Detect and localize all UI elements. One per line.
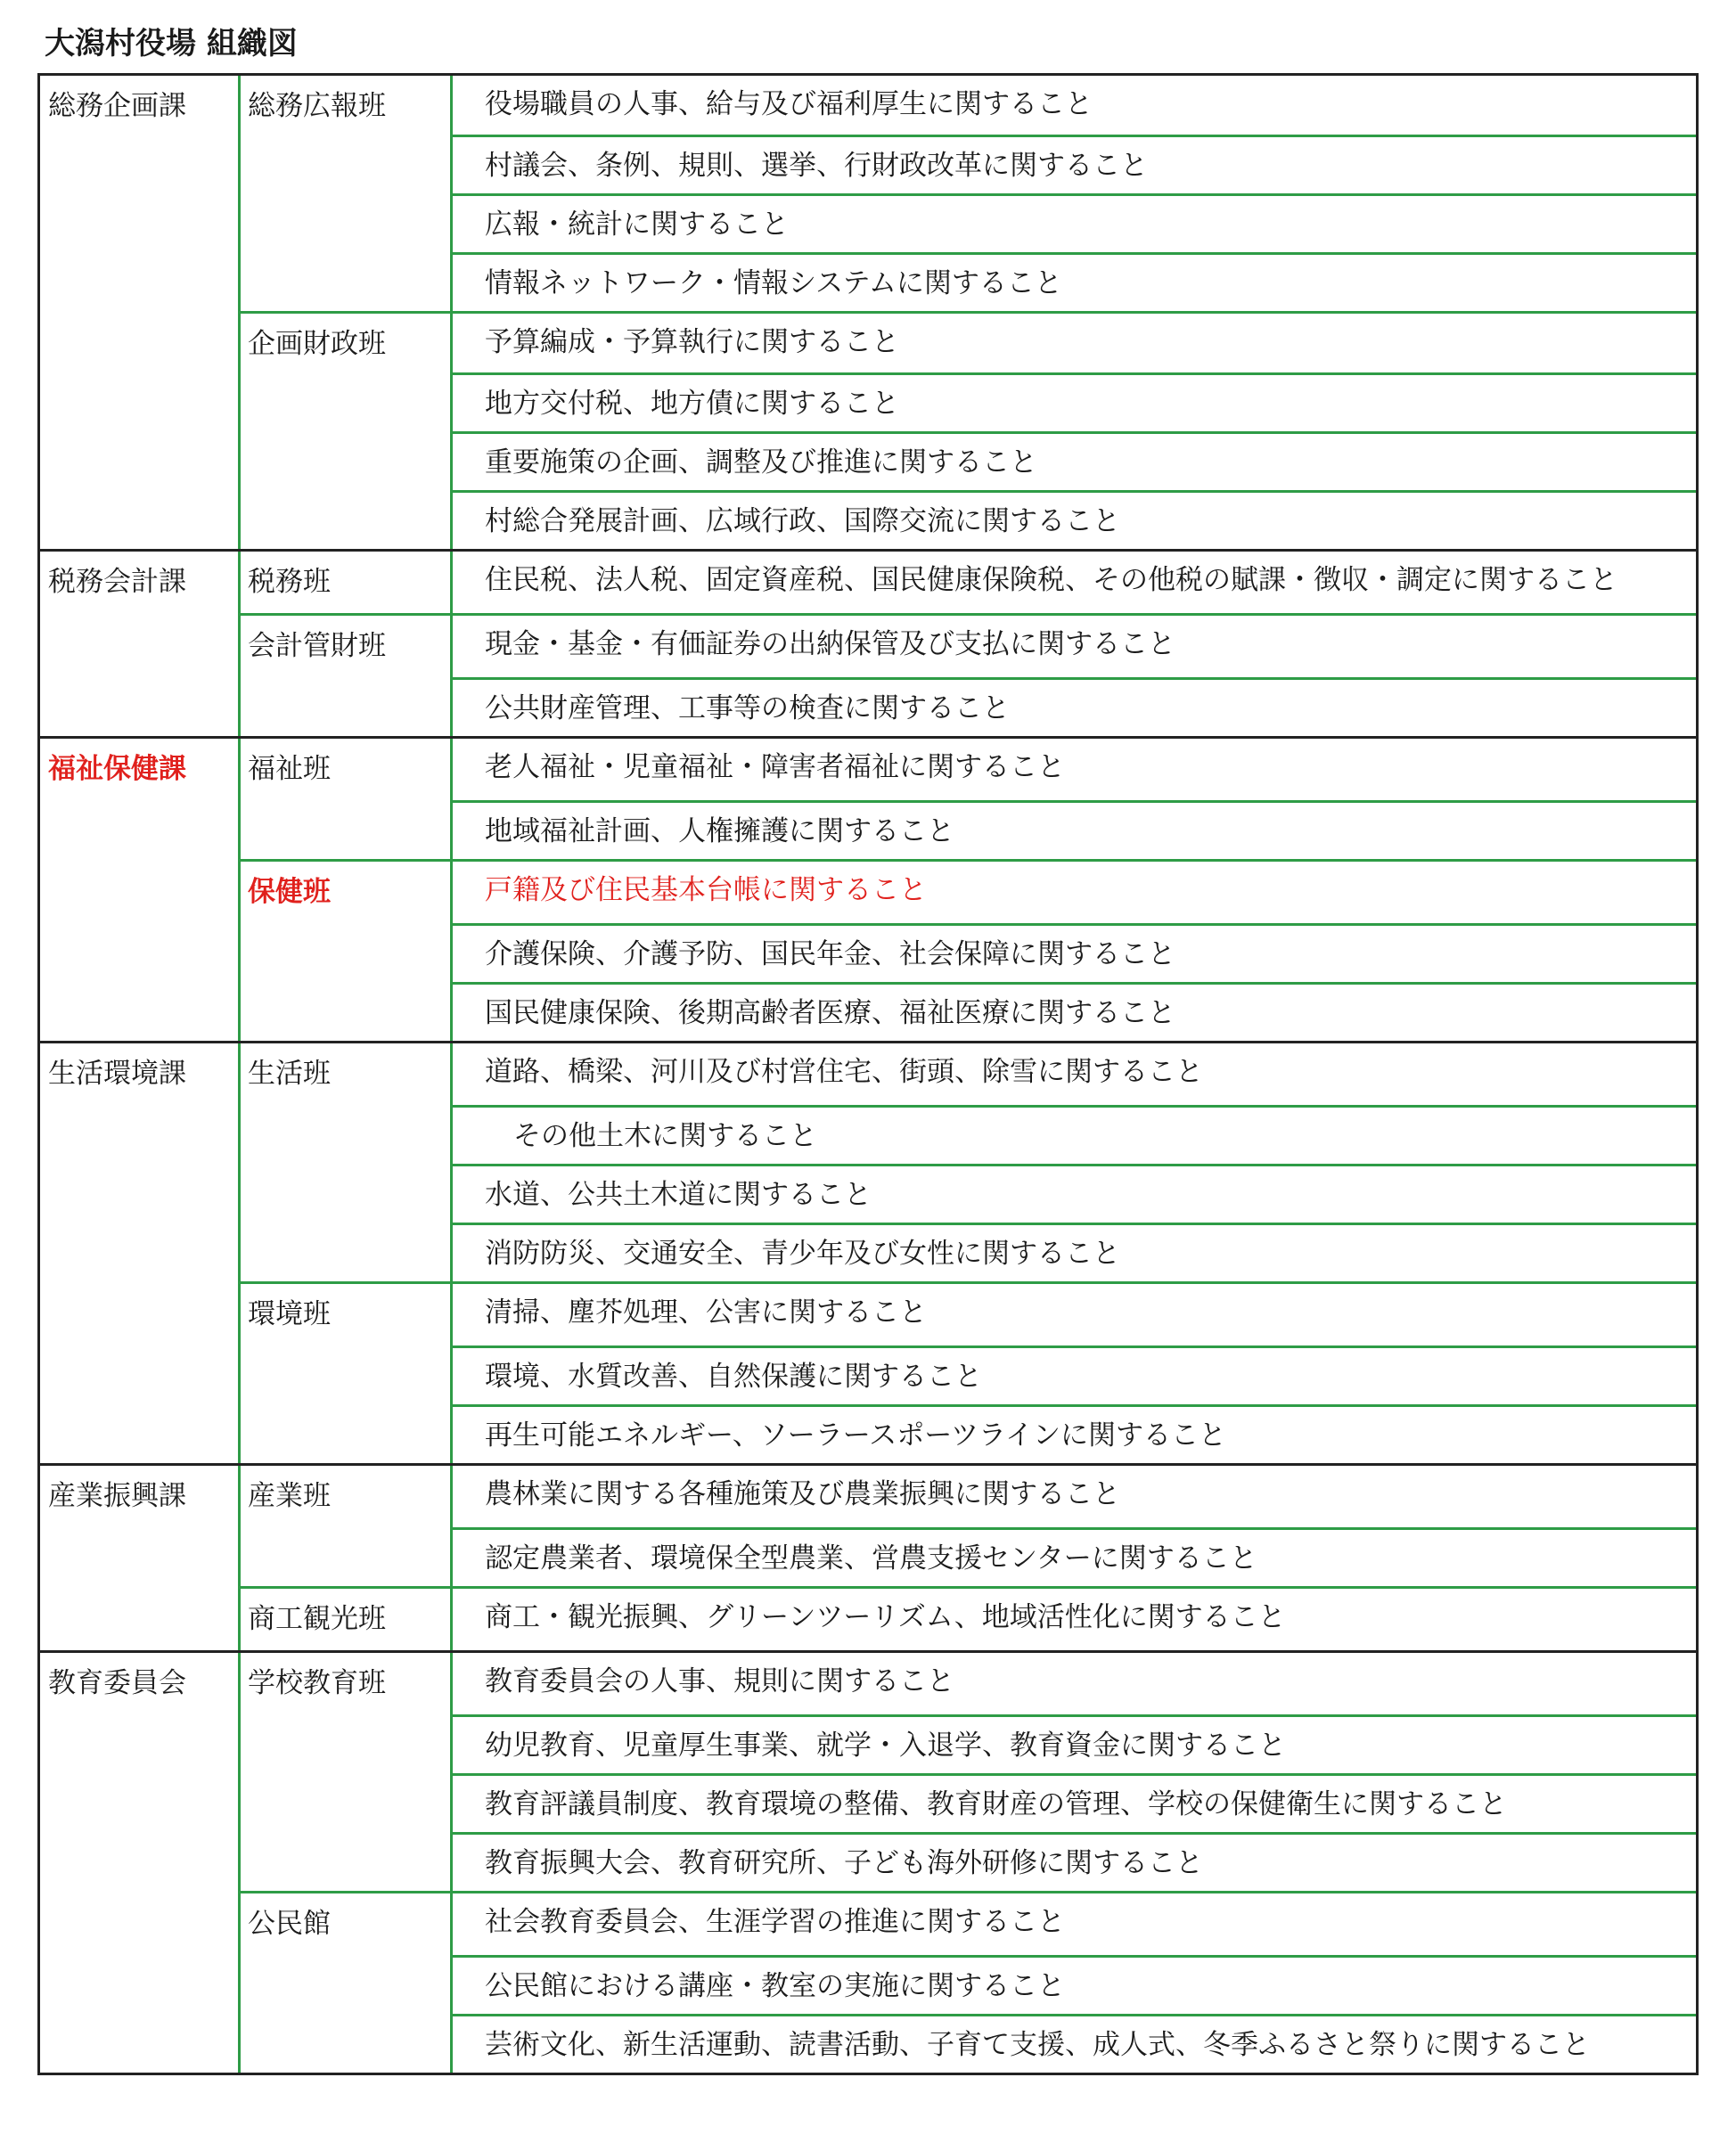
department-name: 税務会計課 [48,566,186,598]
duty-item: 地域福祉計画、人権擁護に関すること [453,800,1696,859]
duty-item: 老人福祉・児童福祉・障害者福祉に関すること [485,751,1065,783]
section-name: 税務班 [248,566,331,598]
section-name: 商工観光班 [248,1603,386,1635]
duty-item: 社会教育委員会、生涯学習の推進に関すること [485,1906,1065,1938]
duty-item: 村総合発展計画、広域行政、国際交流に関すること [453,490,1696,549]
duty-item: 商工・観光振興、グリーンツーリズム、地域活性化に関すること [485,1601,1286,1633]
duty-item: 教育評議員制度、教育環境の整備、教育財産の管理、学校の保健衛生に関すること [453,1773,1696,1832]
section-name: 企画財政班 [248,328,386,360]
duty-item: 公共財産管理、工事等の検査に関すること [453,677,1696,736]
duty-item: 環境、水質改善、自然保護に関すること [453,1345,1696,1404]
department-name: 生活環境課 [48,1058,186,1090]
section-name: 生活班 [248,1058,331,1090]
duty-item: 地方交付税、地方債に関すること [453,372,1696,431]
page-title: 大潟村役場 組織図 [45,26,298,61]
duty-item: 再生可能エネルギー、ソーラースポーツラインに関すること [453,1404,1696,1463]
duty-item: 住民税、法人税、固定資産税、国民健康保険税、その他税の賦課・徴収・調定に関すること [485,564,1617,596]
section-row [238,76,1696,311]
duty-item: 幼児教育、児童厚生事業、就学・入退学、教育資金に関すること [453,1714,1696,1773]
duty-item: その他土木に関すること [453,1105,1696,1164]
section-row [238,1586,1696,1650]
section-row [238,1466,1696,1586]
section-row [238,613,1696,736]
duty-item: 情報ネットワーク・情報システムに関すること [453,252,1696,311]
section-row [238,1653,1696,1891]
duty-item: 国民健康保険、後期高齢者医療、福祉医療に関すること [453,982,1696,1041]
section-name: 公民館 [248,1908,331,1940]
department-row [40,549,1696,736]
duty-item: 教育委員会の人事、規則に関すること [485,1665,954,1697]
duty-item: 清掃、塵芥処理、公害に関すること [485,1296,927,1329]
duty-item: 予算編成・予算執行に関すること [485,326,899,358]
duty-item: 村議会、条例、規則、選挙、行財政改革に関すること [453,135,1696,193]
section-row [238,1043,1696,1281]
department-row [40,736,1696,1041]
section-row [238,1891,1696,2073]
department-row [40,1650,1696,2073]
duty-item: 広報・統計に関すること [453,193,1696,252]
department-row [40,1041,1696,1463]
department-row [40,76,1696,549]
section-name: 産業班 [248,1480,331,1512]
org-chart-table [37,73,1699,2075]
section-name: 会計管財班 [248,630,386,662]
department-row [40,1463,1696,1650]
duty-item: 役場職員の人事、給与及び福利厚生に関すること [485,88,1093,120]
section-name: 総務広報班 [248,90,386,122]
duty-item: 介護保険、介護予防、国民年金、社会保障に関すること [453,923,1696,982]
duty-item: 現金・基金・有価証券の出納保管及び支払に関すること [485,628,1175,660]
department-name: 福祉保健課 [48,753,186,785]
section-name: 福祉班 [248,753,331,785]
department-name: 総務企画課 [48,90,186,122]
section-row [238,552,1696,613]
duty-item: 公民館における講座・教室の実施に関すること [453,1955,1696,2014]
duty-item: 認定農業者、環境保全型農業、営農支援センターに関すること [453,1527,1696,1586]
duty-item: 消防防災、交通安全、青少年及び女性に関すること [453,1223,1696,1281]
duty-item: 教育振興大会、教育研究所、子ども海外研修に関すること [453,1832,1696,1891]
section-name: 環境班 [248,1298,331,1330]
section-name: 学校教育班 [248,1667,386,1699]
department-name: 産業振興課 [48,1480,186,1512]
section-row [238,859,1696,1041]
section-row [238,1281,1696,1463]
duty-item: 重要施策の企画、調整及び推進に関すること [453,431,1696,490]
section-row [238,739,1696,859]
department-name: 教育委員会 [48,1667,186,1699]
duty-item: 水道、公共土木道に関すること [453,1164,1696,1223]
duty-item: 芸術文化、新生活運動、読書活動、子育て支援、成人式、冬季ふるさと祭りに関すること [453,2014,1696,2073]
duty-item: 戸籍及び住民基本台帳に関すること [485,874,927,906]
duty-item: 道路、橋梁、河川及び村営住宅、街頭、除雪に関すること [485,1056,1203,1088]
duty-item: 農林業に関する各種施策及び農業振興に関すること [485,1478,1120,1510]
section-row [238,311,1696,549]
section-name: 保健班 [248,876,331,908]
